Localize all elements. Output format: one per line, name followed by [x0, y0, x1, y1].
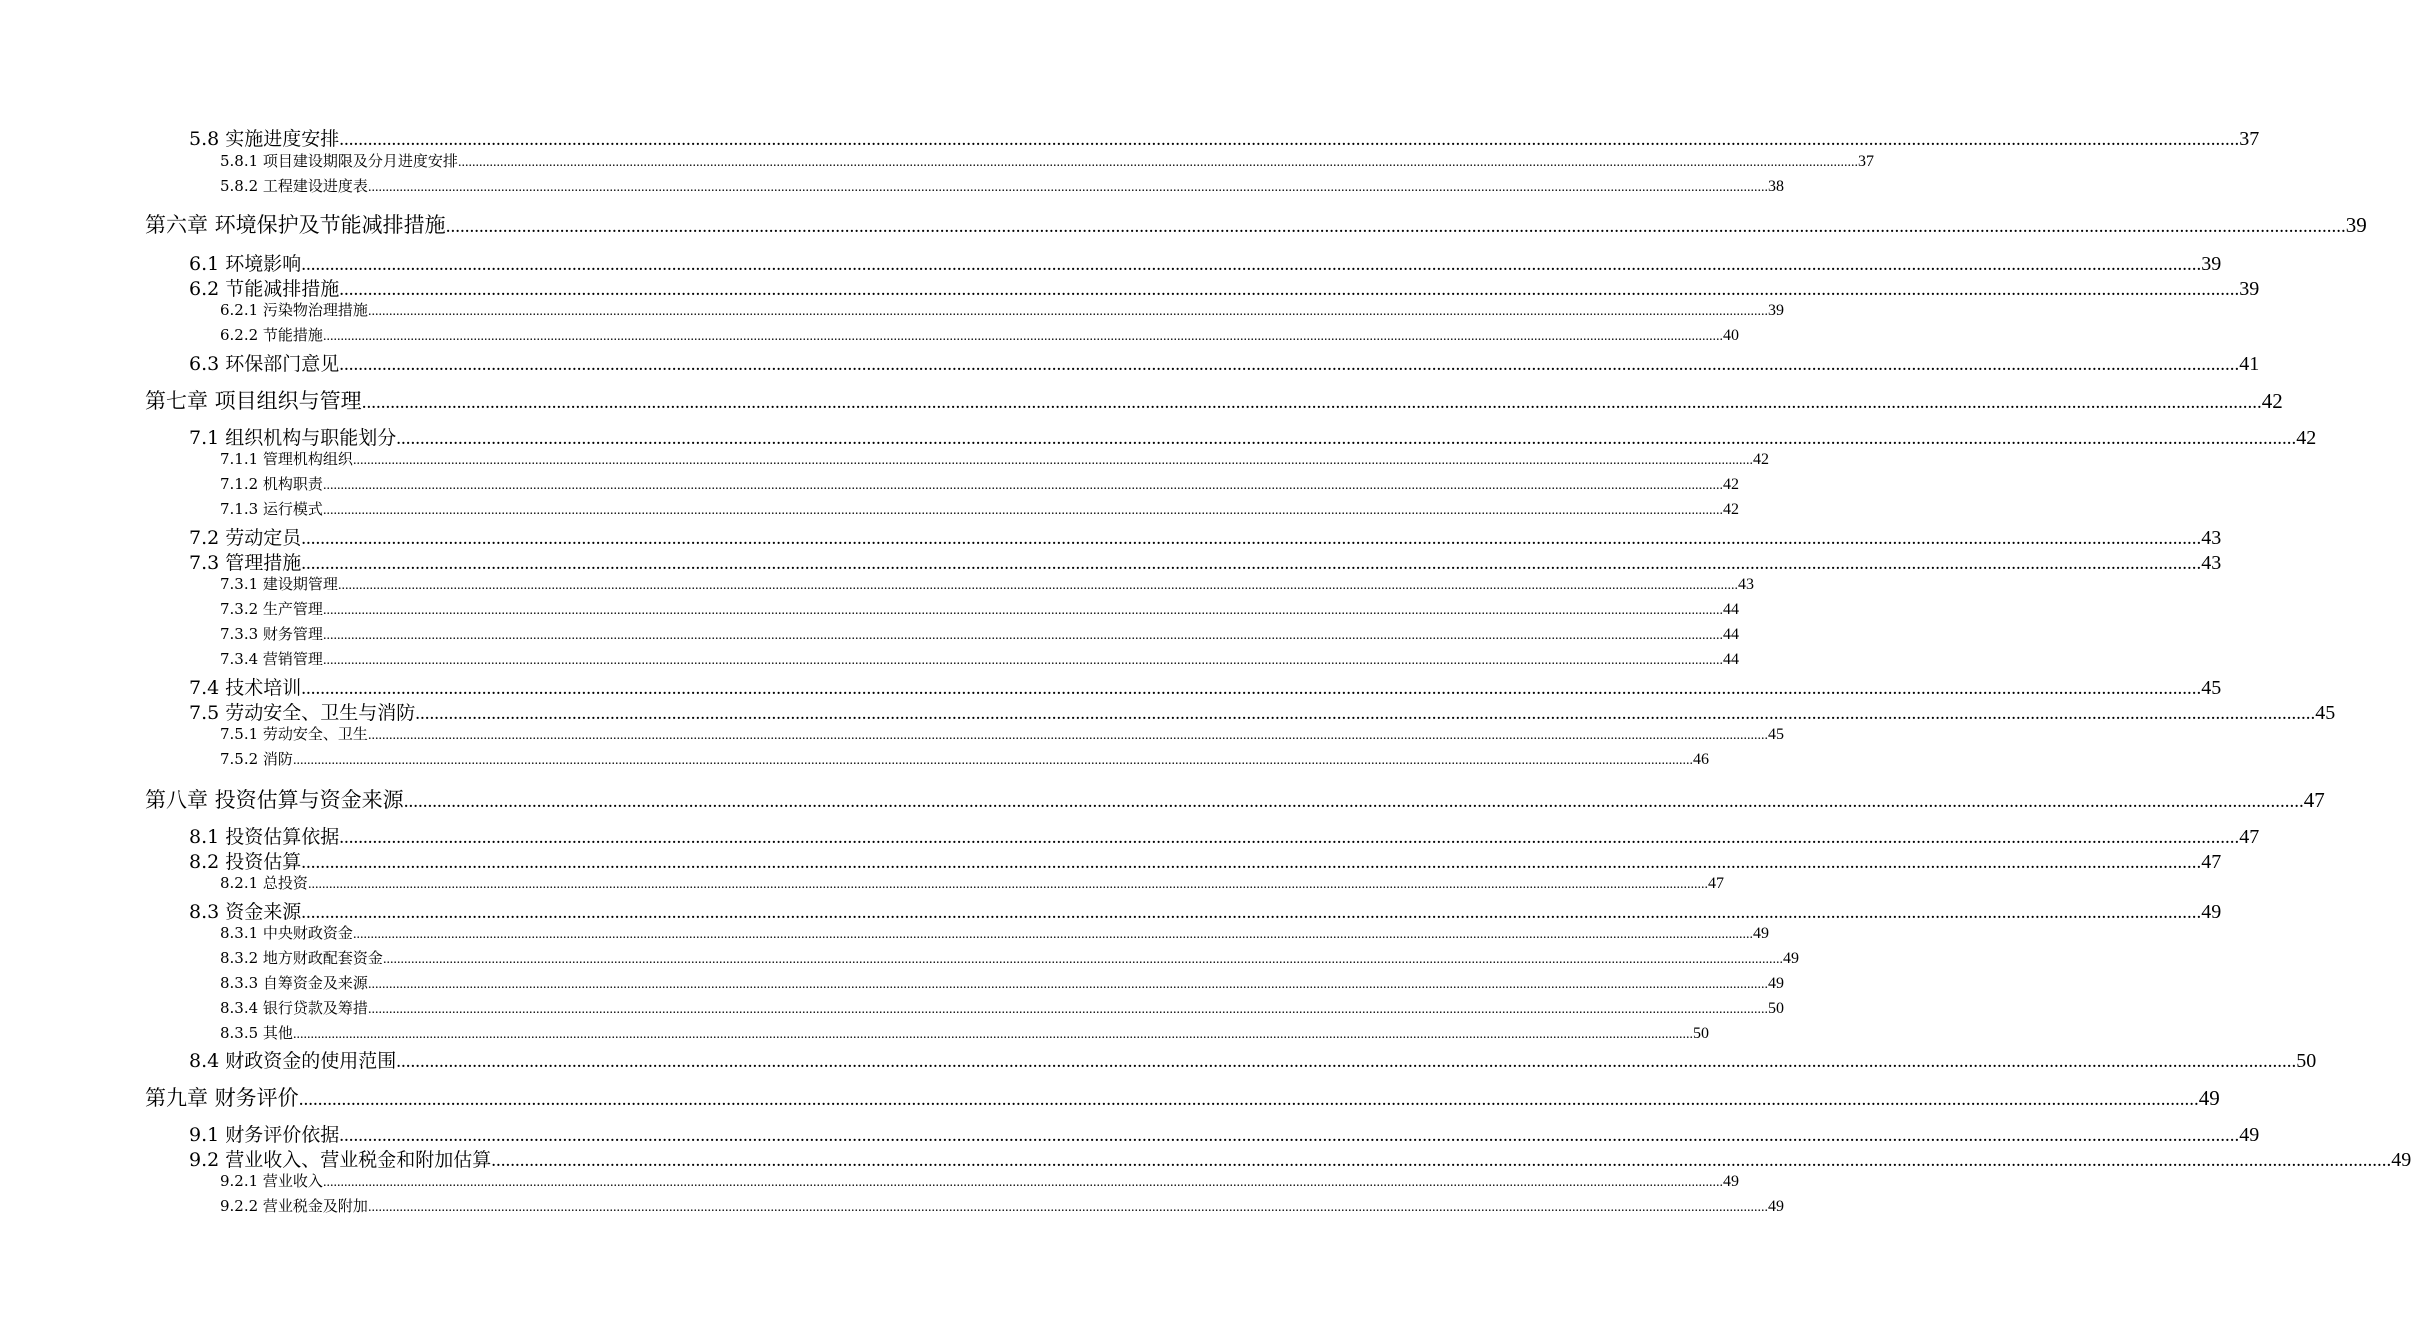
toc-page-number: 49 — [1782, 950, 1799, 967]
toc-dot-leader: ................................................................................................................................................................................................................................................................................................................................................................................................................ — [301, 902, 2202, 923]
toc-dot-leader: ................................................................................................................................................................................................................................................................................................................................................................................................................ — [339, 1125, 2240, 1146]
toc-dot-leader: ................................................................................................................................................................................................................................................................................................................................................................................................................ — [301, 254, 2202, 275]
toc-page-number: 43 — [1737, 576, 1754, 593]
toc-entry-chapter[interactable] — [145, 1082, 2220, 1112]
toc-entry-sub[interactable] — [220, 150, 1874, 171]
toc-entry-title: 5.8 实施进度安排 — [189, 128, 340, 150]
toc-page-number: 45 — [1767, 726, 1784, 743]
toc-page-number: 49 — [1767, 1198, 1784, 1215]
toc-entry-title: 8.3.4 银行贷款及筹措 — [220, 999, 368, 1017]
toc-page-number: 44 — [1722, 601, 1739, 618]
toc-entry-chapter[interactable] — [145, 209, 2367, 239]
toc-page-number: 39 — [2201, 253, 2222, 275]
toc-page-number: 49 — [2201, 901, 2222, 923]
toc-entry-sub[interactable] — [220, 324, 1739, 345]
toc-entry-sub[interactable] — [220, 175, 1784, 196]
toc-dot-leader: ................................................................................................................................................................................................................................................................................................................................................................................................................ — [491, 1150, 2392, 1171]
toc-dot-leader: ................................................................................................................................................................................................................................................................................................................................................................................................................ — [396, 1051, 2297, 1072]
toc-page-number: 39 — [1767, 302, 1784, 319]
toc-entry-sub[interactable] — [220, 997, 1784, 1018]
toc-dot-leader: ................................................................................................................................................................................................................................................................................................................................................................................................................ — [301, 678, 2202, 699]
toc-entry-section[interactable] — [189, 274, 2260, 301]
toc-entry-sub[interactable] — [220, 573, 1754, 594]
toc-page-number: 37 — [1857, 153, 1874, 170]
toc-page-number: 49 — [1752, 925, 1769, 942]
toc-entry-title: 8.3.2 地方财政配套资金 — [220, 949, 383, 967]
toc-page-number: 42 — [1722, 501, 1739, 518]
toc-page-number: 47 — [2201, 851, 2222, 873]
toc-entry-title: 9.2.1 营业收入 — [220, 1172, 323, 1190]
toc-dot-leader: ................................................................................................................................................................................................................................................................................................................................................................................................................ — [367, 304, 1768, 319]
toc-entry-title: 7.5 劳动安全、卫生与消防 — [189, 702, 416, 724]
toc-page-number: 47 — [1707, 875, 1724, 892]
toc-entry-title: 7.4 技术培训 — [189, 677, 302, 699]
toc-entry-title: 第七章 项目组织与管理 — [145, 389, 362, 413]
toc-entry-title: 7.1.3 运行模式 — [220, 500, 323, 518]
toc-page-number: 44 — [1722, 651, 1739, 668]
toc-entry-sub[interactable] — [220, 723, 1784, 744]
toc-dot-leader: ................................................................................................................................................................................................................................................................................................................................................................................................................ — [292, 1027, 1693, 1042]
toc-page-number: 50 — [1767, 1000, 1784, 1017]
toc-page-number: 43 — [2201, 527, 2222, 549]
toc-entry-sub[interactable] — [220, 1195, 1784, 1216]
toc-page-number: 49 — [2198, 1086, 2220, 1110]
toc-entry-title: 7.3.4 营销管理 — [220, 650, 323, 668]
toc-entry-chapter[interactable] — [145, 784, 2325, 814]
toc-entry-section[interactable] — [189, 847, 2222, 874]
toc-entry-section[interactable] — [189, 423, 2317, 450]
toc-entry-section[interactable] — [189, 523, 2222, 550]
toc-entry-section[interactable] — [189, 897, 2222, 924]
toc-dot-leader: ................................................................................................................................................................................................................................................................................................................................................................................................................ — [337, 578, 1738, 593]
toc-entry-sub[interactable] — [220, 473, 1739, 494]
toc-page-number: 49 — [2239, 1124, 2260, 1146]
toc-entry-title: 9.2.2 营业税金及附加 — [220, 1197, 368, 1215]
toc-entry-title: 7.3.1 建设期管理 — [220, 575, 338, 593]
toc-dot-leader: ................................................................................................................................................................................................................................................................................................................................................................................................................ — [352, 927, 1753, 942]
toc-entry-sub[interactable] — [220, 872, 1724, 893]
toc-page-number: 45 — [2315, 702, 2336, 724]
toc-entry-section[interactable] — [189, 1046, 2317, 1073]
toc-page-number: 49 — [1767, 975, 1784, 992]
toc-dot-leader: ................................................................................................................................................................................................................................................................................................................................................................................................................ — [415, 703, 2316, 724]
toc-entry-sub[interactable] — [220, 748, 1709, 769]
toc-dot-leader: ................................................................................................................................................................................................................................................................................................................................................................................................................ — [301, 528, 2202, 549]
toc-entry-section[interactable] — [189, 124, 2260, 151]
toc-dot-leader: ................................................................................................................................................................................................................................................................................................................................................................................................................ — [307, 877, 1708, 892]
toc-dot-leader: ................................................................................................................................................................................................................................................................................................................................................................................................................ — [361, 392, 2262, 413]
toc-entry-title: 第九章 财务评价 — [145, 1086, 299, 1110]
toc-dot-leader: ................................................................................................................................................................................................................................................................................................................................................................................................................ — [301, 852, 2202, 873]
toc-entry-title: 7.1.2 机构职责 — [220, 475, 323, 493]
toc-dot-leader: ................................................................................................................................................................................................................................................................................................................................................................................................................ — [382, 952, 1783, 967]
toc-dot-leader: ................................................................................................................................................................................................................................................................................................................................................................................................................ — [339, 129, 2240, 150]
toc-page-number: 50 — [2296, 1050, 2317, 1072]
toc-dot-leader: ................................................................................................................................................................................................................................................................................................................................................................................................................ — [367, 1200, 1768, 1215]
toc-entry-sub[interactable] — [220, 498, 1739, 519]
toc-dot-leader: ................................................................................................................................................................................................................................................................................................................................................................................................................ — [292, 753, 1693, 768]
toc-page-number: 45 — [2201, 677, 2222, 699]
toc-entry-title: 7.3.3 财务管理 — [220, 625, 323, 643]
toc-entry-sub[interactable] — [220, 598, 1739, 619]
toc-page-number: 40 — [1722, 327, 1739, 344]
toc-entry-title: 6.2.1 污染物治理措施 — [220, 301, 368, 319]
toc-entry-sub[interactable] — [220, 1022, 1709, 1043]
toc-entry-sub[interactable] — [220, 947, 1799, 968]
toc-page-number: 42 — [1752, 451, 1769, 468]
toc-dot-leader: ................................................................................................................................................................................................................................................................................................................................................................................................................ — [322, 1175, 1723, 1190]
toc-entry-section[interactable] — [189, 1145, 2411, 1172]
toc-entry-section[interactable] — [189, 249, 2222, 276]
toc-entry-title: 第八章 投资估算与资金来源 — [145, 788, 404, 812]
toc-entry-section[interactable] — [189, 673, 2222, 700]
toc-dot-leader: ................................................................................................................................................................................................................................................................................................................................................................................................................ — [457, 155, 1858, 170]
toc-dot-leader: ................................................................................................................................................................................................................................................................................................................................................................................................................ — [396, 428, 2297, 449]
toc-entry-section[interactable] — [189, 548, 2222, 575]
toc-dot-leader: ................................................................................................................................................................................................................................................................................................................................................................................................................ — [367, 728, 1768, 743]
toc-page-number: 44 — [1722, 626, 1739, 643]
toc-page-number: 49 — [1722, 1173, 1739, 1190]
toc-dot-leader: ................................................................................................................................................................................................................................................................................................................................................................................................................ — [339, 279, 2240, 300]
toc-entry-sub[interactable] — [220, 448, 1769, 469]
toc-entry-title: 8.3.1 中央财政资金 — [220, 924, 353, 942]
toc-page-number: 46 — [1692, 751, 1709, 768]
toc-dot-leader: ................................................................................................................................................................................................................................................................................................................................................................................................................ — [322, 628, 1723, 643]
toc-dot-leader: ................................................................................................................................................................................................................................................................................................................................................................................................................ — [367, 1002, 1768, 1017]
toc-entry-sub[interactable] — [220, 648, 1739, 669]
toc-dot-leader: ................................................................................................................................................................................................................................................................................................................................................................................................................ — [352, 453, 1753, 468]
toc-entry-title: 9.1 财务评价依据 — [189, 1124, 340, 1146]
toc-entry-title: 6.3 环保部门意见 — [189, 353, 340, 375]
toc-page-number: 37 — [2239, 128, 2260, 150]
toc-dot-leader: ................................................................................................................................................................................................................................................................................................................................................................................................................ — [322, 478, 1723, 493]
toc-page-number: 42 — [1722, 476, 1739, 493]
toc-page-number: 47 — [2303, 788, 2325, 812]
toc-dot-leader: ................................................................................................................................................................................................................................................................................................................................................................................................................ — [322, 329, 1723, 344]
toc-entry-title: 9.2 营业收入、营业税金和附加估算 — [189, 1149, 492, 1171]
toc-page-number: 49 — [2391, 1149, 2411, 1171]
toc-entry-section[interactable] — [189, 698, 2336, 725]
toc-page-number: 38 — [1767, 178, 1784, 195]
toc-entry-title: 7.2 劳动定员 — [189, 527, 302, 549]
toc-entry-title: 7.1 组织机构与职能划分 — [189, 427, 397, 449]
toc-entry-title: 8.3.3 自筹资金及来源 — [220, 974, 368, 992]
toc-entry-title: 8.2.1 总投资 — [220, 874, 308, 892]
toc-entry-title: 8.3 资金来源 — [189, 901, 302, 923]
toc-dot-leader: ................................................................................................................................................................................................................................................................................................................................................................................................................ — [367, 977, 1768, 992]
toc-entry-title: 8.3.5 其他 — [220, 1024, 293, 1042]
toc-page-number: 50 — [1692, 1025, 1709, 1042]
toc-entry-sub[interactable] — [220, 623, 1739, 644]
toc-page-number: 39 — [2345, 213, 2367, 237]
toc-dot-leader: ................................................................................................................................................................................................................................................................................................................................................................................................................ — [322, 603, 1723, 618]
toc-page-number: 39 — [2239, 278, 2260, 300]
toc-entry-sub[interactable] — [220, 972, 1784, 993]
toc-entry-title: 6.2 节能减排措施 — [189, 278, 340, 300]
toc-entry-title: 8.4 财政资金的使用范围 — [189, 1050, 397, 1072]
toc-entry-sub[interactable] — [220, 299, 1784, 320]
toc-dot-leader: ................................................................................................................................................................................................................................................................................................................................................................................................................ — [339, 354, 2240, 375]
toc-dot-leader: ................................................................................................................................................................................................................................................................................................................................................................................................................ — [403, 791, 2304, 812]
toc-page-number: 42 — [2296, 427, 2317, 449]
toc-entry-section[interactable] — [189, 822, 2260, 849]
toc-entry-title: 7.1.1 管理机构组织 — [220, 450, 353, 468]
toc-entry-title: 第六章 环境保护及节能减排措施 — [145, 213, 446, 237]
toc-entry-title: 5.8.1 项目建设期限及分月进度安排 — [220, 152, 458, 170]
toc-entry-title: 7.3 管理措施 — [189, 552, 302, 574]
toc-entry-title: 8.2 投资估算 — [189, 851, 302, 873]
toc-page-number: 41 — [2239, 353, 2260, 375]
toc-dot-leader: ................................................................................................................................................................................................................................................................................................................................................................................................................ — [322, 653, 1723, 668]
toc-dot-leader: ................................................................................................................................................................................................................................................................................................................................................................................................................ — [298, 1089, 2199, 1110]
toc-entry-title: 5.8.2 工程建设进度表 — [220, 177, 368, 195]
toc-entry-title: 7.3.2 生产管理 — [220, 600, 323, 618]
toc-page-number: 47 — [2239, 826, 2260, 848]
toc-dot-leader: ................................................................................................................................................................................................................................................................................................................................................................................................................ — [301, 553, 2202, 574]
toc-entry-sub[interactable] — [220, 1170, 1739, 1191]
toc-dot-leader: ................................................................................................................................................................................................................................................................................................................................................................................................................ — [367, 180, 1768, 195]
toc-entry-section[interactable] — [189, 1120, 2260, 1147]
toc-entry-section[interactable] — [189, 349, 2260, 376]
toc-entry-chapter[interactable] — [145, 385, 2283, 415]
toc-dot-leader: ................................................................................................................................................................................................................................................................................................................................................................................................................ — [445, 216, 2346, 237]
toc-entry-title: 6.2.2 节能措施 — [220, 326, 323, 344]
toc-entry-title: 7.5.1 劳动安全、卫生 — [220, 725, 368, 743]
toc-dot-leader: ................................................................................................................................................................................................................................................................................................................................................................................................................ — [339, 827, 2240, 848]
toc-entry-title: 7.5.2 消防 — [220, 750, 293, 768]
toc-entry-title: 8.1 投资估算依据 — [189, 826, 340, 848]
toc-entry-sub[interactable] — [220, 922, 1769, 943]
toc-entry-title: 6.1 环境影响 — [189, 253, 302, 275]
toc-page-number: 43 — [2201, 552, 2222, 574]
toc-dot-leader: ................................................................................................................................................................................................................................................................................................................................................................................................................ — [322, 503, 1723, 518]
toc-page-number: 42 — [2261, 389, 2283, 413]
